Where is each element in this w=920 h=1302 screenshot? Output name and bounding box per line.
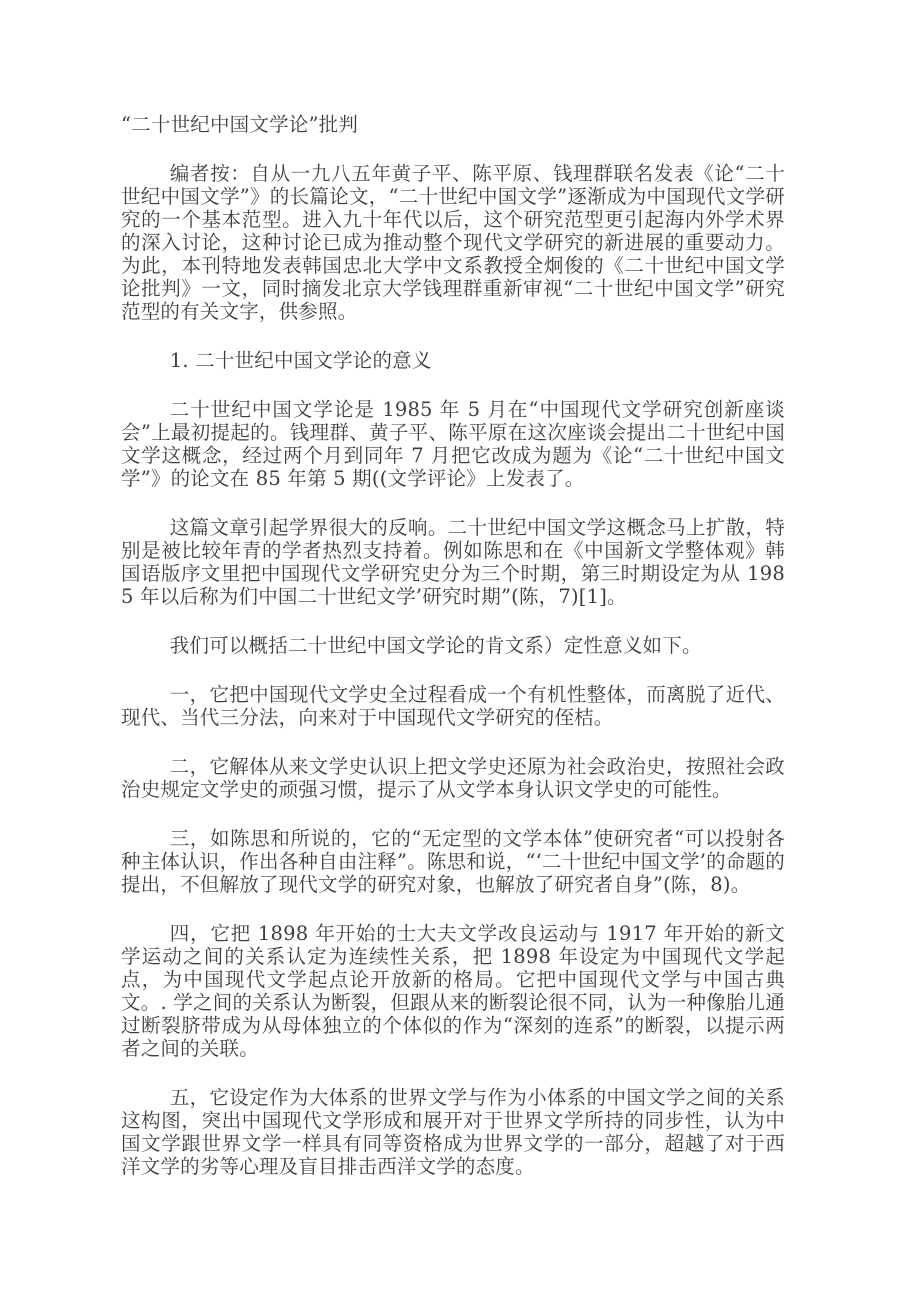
paragraph-origin-1985: 二十世纪中国文学论是 1985 年 5 月在“中国现代文学研究创新座谈会”上最初提起的。钱理群、黄子平、陈平原在这次座谈会提出二十世纪中国文学这概念，经过两个月到同年 7 月把它改成为题为《论“二十世纪中国文学”》的论文在 85 年第 5 期((文学评论》上发表了。 xyxy=(121,398,785,490)
point-2-paragraph: 二，它解体从来文学史认识上把文学史还原为社会政治史，按照社会政治史规定文学史的顽强习惯，提示了从文学本身认识文学史的可能性。 xyxy=(121,755,785,801)
point-3-paragraph: 三，如陈思和所说的，它的“无定型的文学本体”使研究者“可以投射各种主体认识，作出各种自由注释”。陈思和说，“‘二十世纪中国文学’的命题的提出，不但解放了现代文学的研究对象，也解放了研究者自身”(陈，8)。 xyxy=(121,827,785,896)
editor-note-paragraph: 编者按：自从一九八五年黄子平、陈平原、钱理群联名发表《论“二十世纪中国文学”》的长篇论文，“二十世纪中国文学”逐渐成为中国现代文学研究的一个基本范型。进入九十年代以后，这个研究范型更引起海内外学术界的深入讨论，这种讨论已成为推动整个现代文学研究的新进展的重要动力。为此，本刊特地发表韩国忠北大学中文系教授全炯俊的《二十世纪中国文学论批判》一文，同时摘发北京大学钱理群重新审视“二十世纪中国文学”研究范型的有关文字，供参照。 xyxy=(121,162,785,323)
point-1-paragraph: 一，它把中国现代文学史全过程看成一个有机性整体，而离脱了近代、现代、当代三分法，向来对于中国现代文学研究的侄桔。 xyxy=(121,683,785,729)
document-body xyxy=(121,113,785,1204)
paragraph-summary-intro: 我们可以概括二十世纪中国文学论的肯文系）定性意义如下。 xyxy=(169,634,702,657)
point-5-paragraph: 五，它设定作为大体系的世界文学与作为小体系的中国文学之间的关系这构图，突出中国现代文学形成和展开对于世界文学所持的同步性，认为中国文学跟世界文学一样具有同等资格成为世界文学的一部分，超越了对于西洋文学的劣等心理及盲目排击西洋文学的态度。 xyxy=(121,1086,785,1178)
section-1-heading: 1. 二十世纪中国文学论的意义 xyxy=(169,349,432,372)
paragraph-academic-response: 这篇文章引起学界很大的反响。二十世纪中国文学这概念马上扩散，特别是被比较年青的学者热烈支持着。例如陈思和在《中国新文学整体观》韩国语版序文里把中国现代文学研究史分为三个时期，第三时期设定为从 1985 年以后称为们中国二十世纪文学’研究时期”(陈，7)[1]。 xyxy=(121,516,785,608)
point-4-paragraph: 四，它把 1898 年开始的士大夫文学改良运动与 1917 年开始的新文学运动之间的关系认定为连续性关系，把 1898 年设定为中国现代文学起点，为中国现代文学起点论开放新的格局。它把中国现代文学与中国古典文。. 学之间的关系认为断裂，但跟从来的断裂论很不同，认为一种像胎儿通过断裂脐带成为从母体独立的个体似的作为“深刻的连系”的断裂，以提示两者之间的关联。 xyxy=(121,922,785,1060)
document-title: “二十世纪中国文学论”批判 xyxy=(121,113,359,136)
